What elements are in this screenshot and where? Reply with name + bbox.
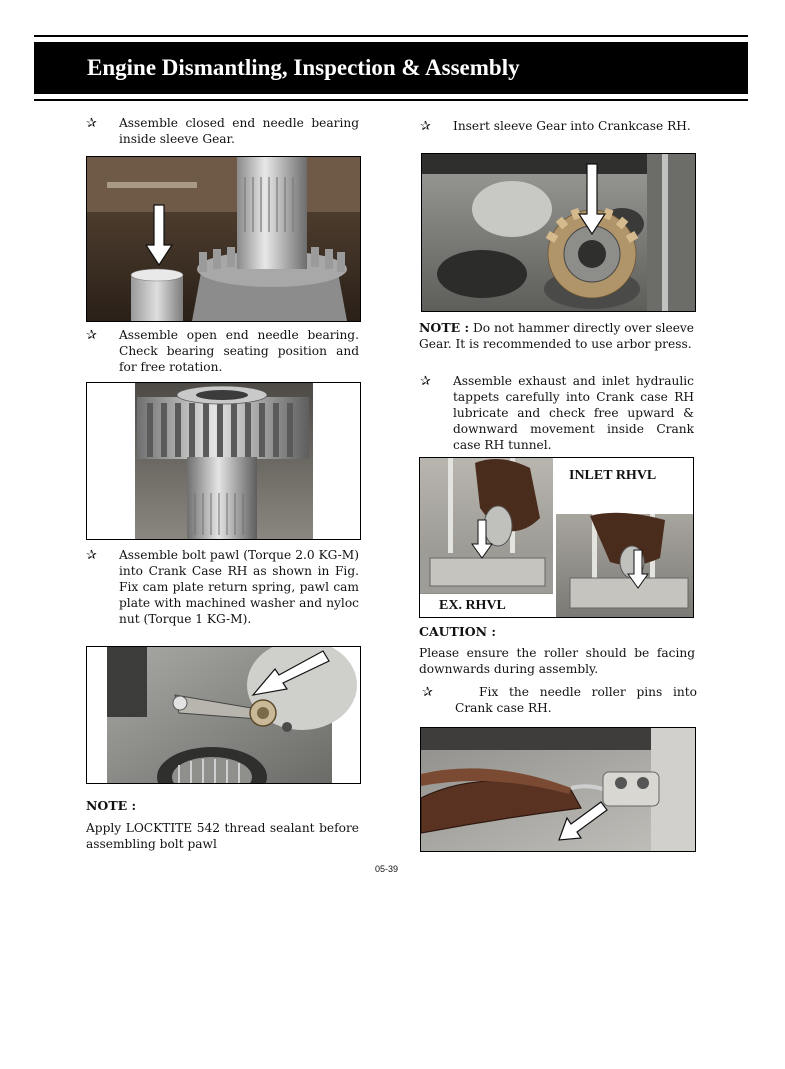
header-rule-top bbox=[34, 35, 748, 37]
figure-open-end-bearing-gear bbox=[86, 382, 361, 540]
right-step-1-text: Insert sleeve Gear into Crankcase RH. bbox=[453, 119, 691, 133]
bullet-star-icon: ✰ bbox=[86, 328, 97, 343]
left-step-2-text: Assemble open end needle bearing. Check bearing seating position and for free rotation. bbox=[119, 328, 359, 374]
right-step-3-text: Fix the needle roller pins into Crank case RH. bbox=[455, 685, 697, 715]
bullet-star-icon: ✰ bbox=[420, 374, 431, 389]
exhaust-rhvl-label: EX. RHVL bbox=[439, 598, 506, 613]
bullet-star-icon: ✰ bbox=[86, 116, 97, 131]
left-note-heading: NOTE : bbox=[86, 798, 137, 813]
bullet-star-icon: ✰ bbox=[422, 685, 433, 700]
bullet-star-icon: ✰ bbox=[86, 548, 97, 563]
left-step-1-text: Assemble closed end needle bearing inside sleeve Gear. bbox=[119, 116, 359, 146]
header-rule-bottom bbox=[34, 99, 748, 101]
figure-sleeve-gear-closed-bearing bbox=[86, 156, 361, 322]
left-step-3-text: Assemble bolt pawl (Torque 2.0 KG-M) into Crank Case RH as shown in Fig. Fix cam plate return spring, pawl cam plate with machined washer and nyloc nut (Torque 1 KG-M). bbox=[119, 548, 359, 626]
page-number: 05-39 bbox=[375, 864, 399, 874]
right-note-paragraph bbox=[419, 320, 694, 352]
page-title: Engine Dismantling, Inspection & Assembly bbox=[34, 42, 748, 94]
figure-sleeve-gear-in-crankcase bbox=[421, 153, 696, 312]
caution-text: Please ensure the roller should be facing downwards during assembly. bbox=[419, 646, 695, 676]
right-step-2-text: Assemble exhaust and inlet hydraulic tappets carefully into Crank case RH lubricate and check free upward & downward movement inside Crank case RH tunnel. bbox=[453, 374, 694, 452]
bullet-star-icon: ✰ bbox=[420, 119, 431, 134]
right-note-text: Do not hammer directly over sleeve Gear. It is recommended to use arbor press. bbox=[419, 321, 695, 351]
figure-bolt-pawl-cam-plate bbox=[86, 646, 361, 784]
caution-heading: CAUTION : bbox=[419, 624, 496, 639]
inlet-rhvl-label: INLET RHVL bbox=[569, 468, 657, 483]
left-note-text: Apply LOCKTITE 542 thread sealant before assembling bolt pawl bbox=[86, 821, 359, 851]
right-note-label: NOTE : bbox=[419, 320, 470, 335]
figure-needle-roller-pins bbox=[420, 727, 696, 852]
